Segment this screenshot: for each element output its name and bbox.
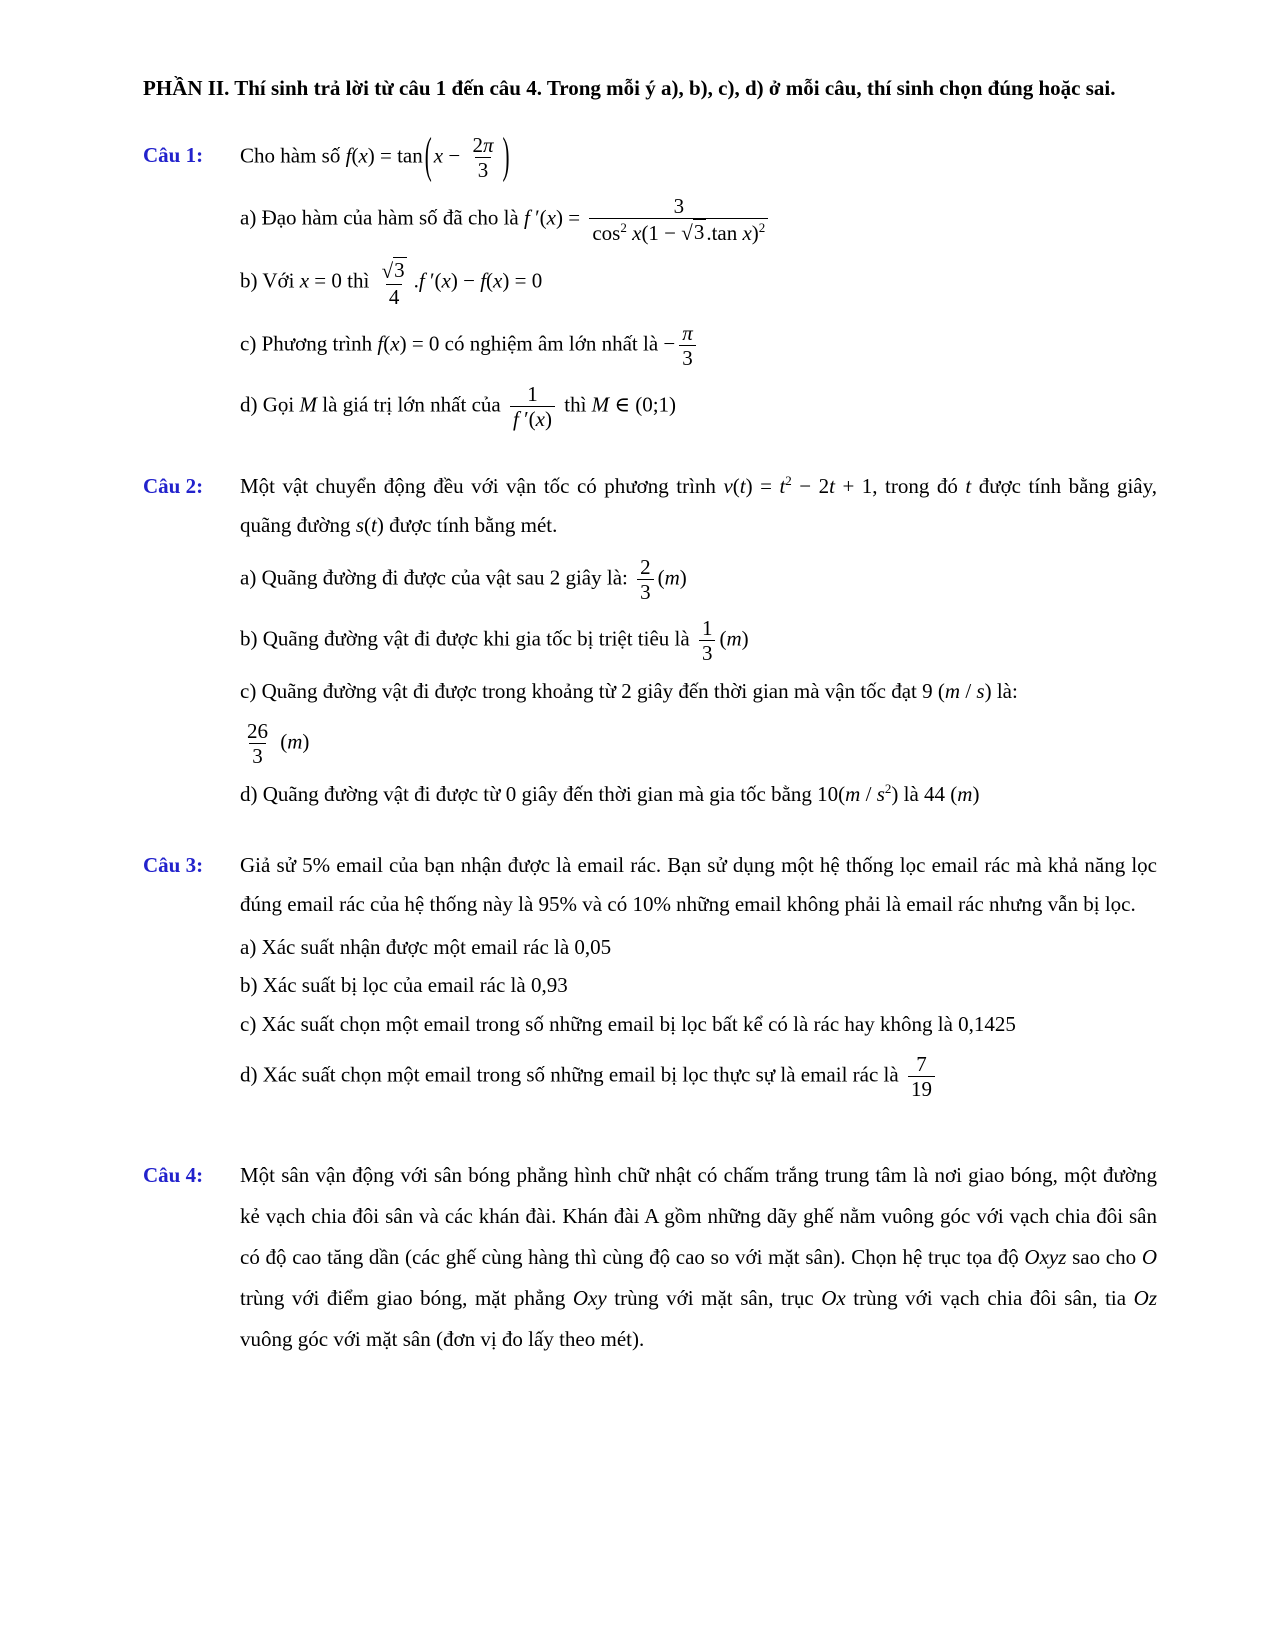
question-3-item-b: b) Xác suất bị lọc của email rác là 0,93: [240, 973, 568, 998]
question-2-item-c-result: $\frac{26}{3}$ (m): [247, 719, 310, 769]
question-3-item-d: d) Xác suất chọn một email trong số những email bị lọc thực sự là email rác là $\frac{7}{19}$: [240, 1050, 1157, 1103]
question-2-item-d: d) Quãng đường vật đi được từ 0 giây đến thời gian mà gia tốc bằng $10(m / s^2)$ là 44 (m): [240, 781, 980, 807]
question-3-label: Câu 3:: [143, 852, 204, 877]
question-1-item-d: d) Gọi M là giá trị lớn nhất của $\frac{1}{f '(x)}$ thì M ∈ (0;1): [240, 381, 677, 432]
question-3-item-c: c) Xác suất chọn một email trong số những email bị lọc bất kể có là rác hay không là 0,1425: [240, 1011, 1016, 1036]
question-4-body: [240, 1155, 1157, 1360]
question-3-item-a: a) Xác suất nhận được một email rác là 0,05: [240, 934, 612, 959]
question-4-label: Câu 4:: [143, 1162, 204, 1187]
question-2: [143, 467, 1157, 820]
question-1-item-b: b) Với x = 0 thì √ 3 4 .f ′(x) − f(x) = 0: [240, 258, 543, 309]
question-3: [143, 846, 1157, 1111]
question-3-intro: Giả sử 5% email của bạn nhận được là email rác. Bạn sử dụng một hệ thống lọc email rác mà khả năng lọc đúng email rác của hệ thống này là 95% và có 10% những email không phải là email rác nhưng vẫn bị lọc.: [240, 852, 1157, 916]
question-2-item-b: b) Quãng đường vật đi được khi gia tốc bị triệt tiêu là $\frac{1}{3}$ (m): [240, 616, 749, 666]
question-2-item-a: a) Quãng đường đi được của vật sau 2 giây là: $\frac{2}{3}$ (m): [240, 554, 687, 605]
question-4-intro: Một sân vận động với sân bóng phẳng hình chữ nhật có chấm trắng trung tâm là nơi giao bóng, một đường kẻ vạch chia đôi sân và các khán đài. Khán đài A gồm những dãy ghế nằm vuông góc với vạch chia đôi sân có độ cao tăng dần (các ghế cùng hàng thì cùng độ cao so với mặt sân). Chọn hệ trục tọa độ Oxyz sao cho O trùng với điểm giao bóng, mặt phẳng Oxy trùng với mặt sân, trục Ox trùng với vạch chia đôi sân, tia Oz vuông góc với mặt sân (đơn vị đo lấy theo mét).: [240, 1162, 1157, 1351]
question-1-label: Câu 1:: [143, 143, 204, 167]
question-1-body: [240, 127, 1157, 442]
question-1-item-c: c) Phương trình f(x) = 0 có nghiệm âm lớn nhất là − $\frac{\pi}{3}$: [240, 319, 1157, 372]
question-2-item-c: c) Quãng đường vật đi được trong khoảng từ 2 giây đến thời gian mà vận tốc đạt 9 (m / s) là:: [240, 679, 1018, 704]
question-2-intro: Một vật chuyển động đều với vận tốc có phương trình $v(t) = t^2 - 2t + 1$, trong đó t được tính bằng giây, quãng đường s(t) được tính bằng mét.: [240, 473, 1158, 538]
question-1-intro: Cho hàm số f(x) = tan ( x − $\frac{2\pi}{3}$ ): [240, 127, 510, 184]
question-2-body: [240, 467, 1157, 820]
question-2-label: Câu 2:: [143, 474, 204, 499]
section-header: PHẦN II. Thí sinh trả lời từ câu 1 đến câu 4. Trong mỗi ý a), b), c), d) ở mỗi câu, thí sinh chọn đúng hoặc sai.: [143, 76, 1116, 100]
question-1-item-a: a) Đạo hàm của hàm số đã cho là f ′(x) = 3 $\cos^2 x(1$ − √ 3 .tan x)$^2$: [240, 192, 1157, 247]
question-1: [143, 127, 1157, 442]
question-3-body: [240, 846, 1157, 1111]
question-4: [143, 1155, 1157, 1360]
